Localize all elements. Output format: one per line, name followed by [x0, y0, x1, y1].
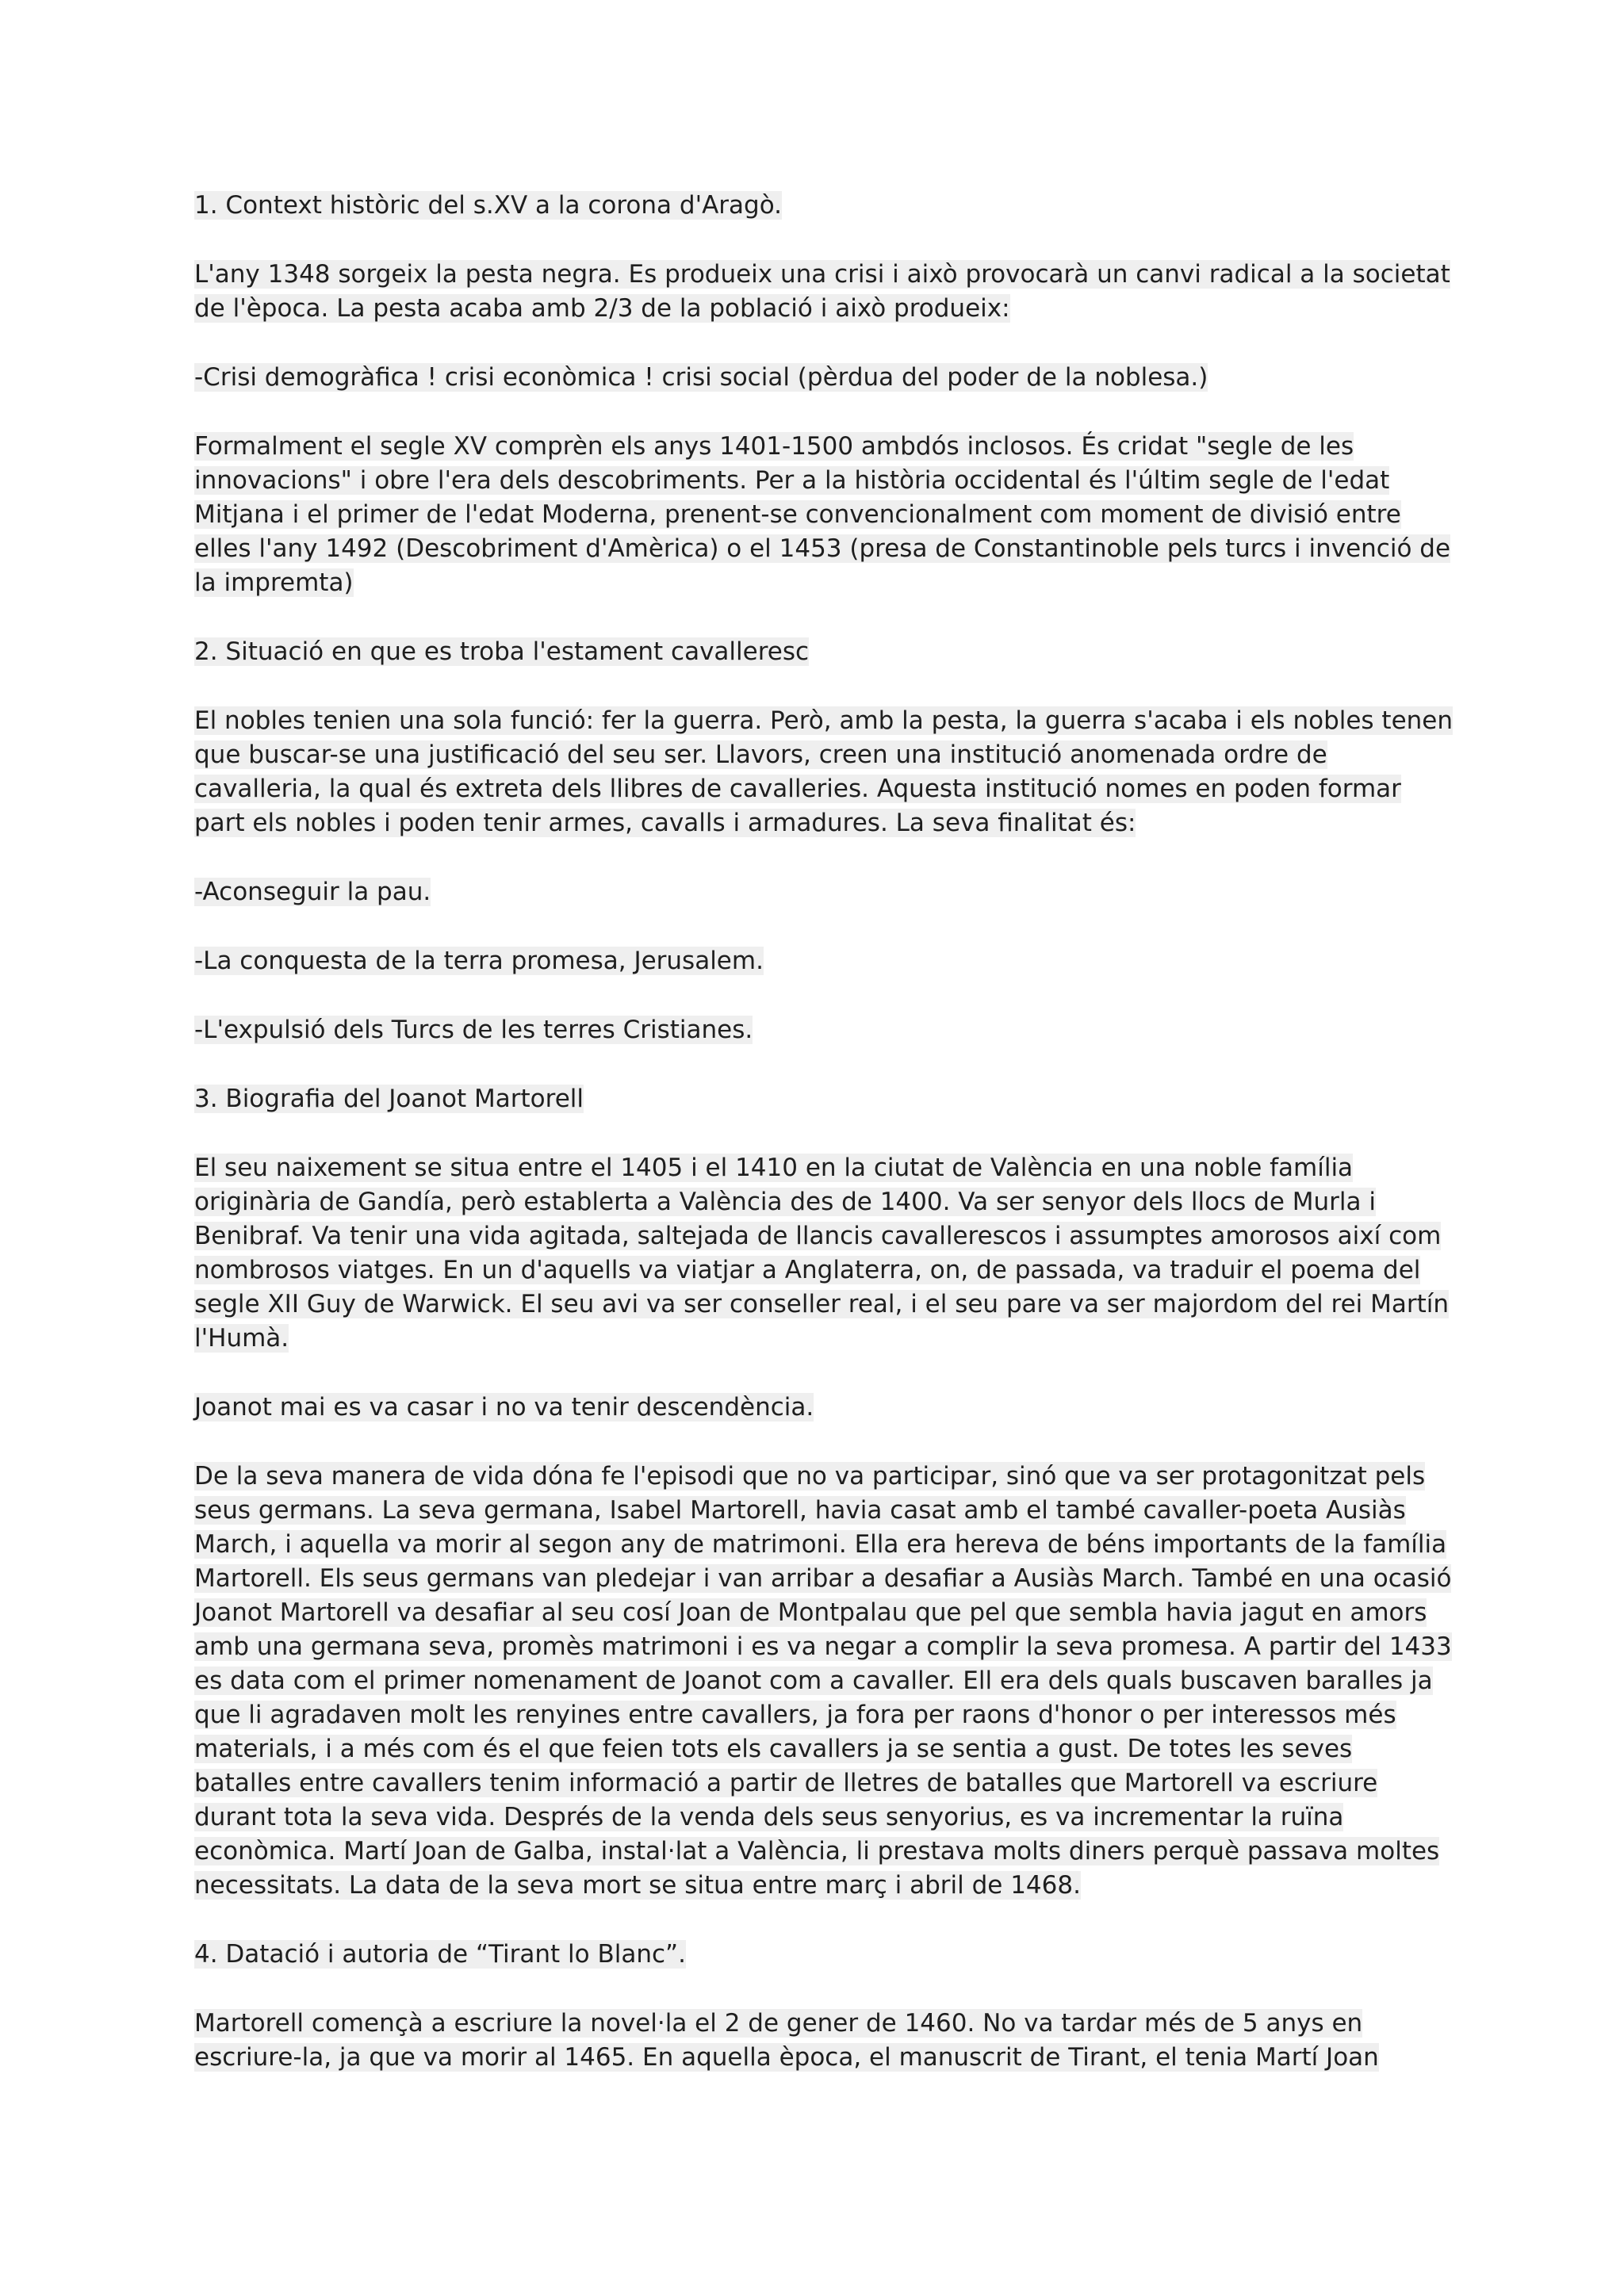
- paragraph-dating: Martorell començà a escriure la novel·la el 2 de gener de 1460. No va tardar més de 5 anys en escriure-la, ja que va morir al 1465. En aquella època, el manuscrit de Tirant, el tenia Martí Joan: [194, 2009, 1379, 2072]
- document-page: [194, 189, 1455, 2110]
- section-heading-biography: 3. Biografia del Joanot Martorell: [194, 1085, 584, 1113]
- section-heading-knighthood: 2. Situació en que es troba l'estament cavalleresc: [194, 637, 810, 666]
- paragraph-plague: L'any 1348 sorgeix la pesta negra. Es produeix una crisi i això provocarà un canvi radical a la societat de l'època. La pesta acaba amb 2/3 de la població i això produeix:: [194, 260, 1450, 323]
- section-heading-context: 1. Context històric del s.XV a la corona d'Aragò.: [194, 191, 782, 220]
- list-item-expulsion: -L'expulsió dels Turcs de les terres Cristianes.: [194, 1016, 753, 1044]
- list-item-peace: -Aconseguir la pau.: [194, 878, 431, 906]
- paragraph-crisis-list: -Crisi demogràfica ! crisi econòmica ! crisi social (pèrdua del poder de la noblesa.): [194, 363, 1208, 392]
- paragraph-nobles: El nobles tenien una sola funció: fer la guerra. Però, amb la pesta, la guerra s'acaba i els nobles tenen que buscar-se una justificació del seu ser. Llavors, creen una institució anomenada ordre de cavalleria, la qual és extreta dels llibres de cavalleries. Aquesta institució nomes en poden formar part els nobles i poden tenir armes, cavalls i armadures. La seva finalitat és:: [194, 706, 1454, 837]
- paragraph-fifteenth-century: Formalment el segle XV comprèn els anys 1401-1500 ambdós inclosos. És cridat "segle de les innovacions" i obre l'era dels descobriments. Per a la història occidental és l'últim segle de l'edat Mitjana i el primer de l'edat Moderna, prenent-se convencionalment com moment de divisió entre elles l'any 1492 (Descobriment d'Amèrica) o el 1453 (presa de Constantinoble pels turcs i invenció de la impremta): [194, 432, 1451, 597]
- section-heading-dating: 4. Datació i autoria de “Tirant lo Blanc”.: [194, 1940, 686, 1969]
- paragraph-birth: El seu naixement se situa entre el 1405 i el 1410 en la ciutat de València en una noble família originària de Gandía, però establerta a València des de 1400. Va ser senyor dels llocs de Murla i Benibraf. Va tenir una vida agitada, saltejada de llancis cavallerescos i assumptes amorosos així com nombrosos viatges. En un d'aquells va viatjar a Anglaterra, on, de passada, va traduir el poema del segle XII Guy de Warwick. El seu avi va ser conseller real, i el seu pare va ser majordom del rei Martín l'Humà.: [194, 1154, 1450, 1353]
- paragraph-life: De la seva manera de vida dóna fe l'episodi que no va participar, sinó que va ser protagonitzat pels seus germans. La seva germana, Isabel Martorell, havia casat amb el també cavaller-poeta Ausiàs March, i aquella va morir al segon any de matrimoni. Ella era hereva de béns importants de la família Martorell. Els seus germans van pledejar i van arribar a desafiar a Ausiàs March. També en una ocasió Joanot Martorell va desafiar al seu cosí Joan de Montpalau que pel que sembla havia jagut en amors amb una germana seva, promès matrimoni i es va negar a complir la seva promesa. A partir del 1433 es data com el primer nomenament de Joanot com a cavaller. Ell era dels quals buscaven baralles ja que li agradaven molt les renyines entre cavallers, ja fora per raons d'honor o per interessos més materials, i a més com és el que feien tots els cavallers ja se sentia a gust. De totes les seves batalles entre cavallers tenim informació a partir de lletres de batalles que Martorell va escriure durant tota la seva vida. Després de la venda dels seus senyorius, es va incrementar la ruïna econòmica. Martí Joan de Galba, instal·lat a València, li prestava molts diners perquè passava moltes necessitats. La data de la seva mort se situa entre març i abril de 1468.: [194, 1462, 1452, 1900]
- list-item-jerusalem: -La conquesta de la terra promesa, Jerusalem.: [194, 947, 764, 975]
- paragraph-marriage: Joanot mai es va casar i no va tenir descendència.: [194, 1393, 814, 1422]
